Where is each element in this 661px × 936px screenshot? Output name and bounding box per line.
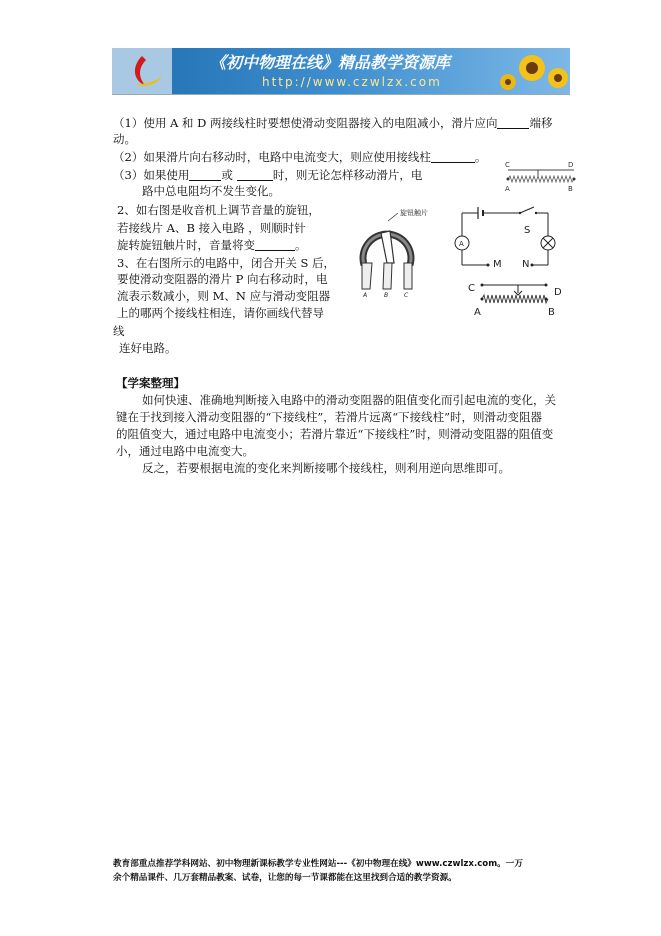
banner-title: 《初中物理在线》精品教学资源库 xyxy=(210,53,451,72)
svg-text:D: D xyxy=(554,287,562,298)
q3-line5: 线 xyxy=(113,324,125,338)
summary-p2: 反之，若要根据电流的变化来判断接哪个接线柱，则利用逆向思维即可。 xyxy=(142,461,510,475)
banner-graphic xyxy=(112,48,570,94)
svg-text:A: A xyxy=(459,240,464,248)
q1-line1: （1）使用 A 和 D 两接线柱时要想使滑动变阻器接入的电阻减小，滑片应向 端移 xyxy=(113,116,553,130)
q2-line1: 2、如右图是收音机上调节音量的旋钮， xyxy=(117,203,320,217)
q3-line2: 要使滑动变阻器的滑片 P 向右移动时，电 xyxy=(117,272,328,286)
q1-line1-cont: 动。 xyxy=(113,132,136,146)
q3-line1: 3、在右图所示的电路中，闭合开关 S 后， xyxy=(117,256,336,270)
switch-icon xyxy=(520,207,534,213)
q2-line3: 旋转旋钮触片时，音量将变 。 xyxy=(117,238,307,252)
answer-blank[interactable] xyxy=(431,150,475,163)
circuit-figure xyxy=(448,203,573,318)
summary-heading: 【学案整理】 xyxy=(116,376,185,390)
rheostat-figure-1 xyxy=(502,157,582,197)
summary-p1-line1: 如何快速、准确地判断接入电路中的滑动变阻器的阻值变化而引起电流的变化，关 xyxy=(142,393,556,407)
svg-text:D: D xyxy=(568,161,574,169)
q1-line3: （3）如果使用 或 时，则无论怎样移动滑片，电 xyxy=(113,168,423,182)
q1-line2: （2）如果滑片向右移动时，电路中电流变大，则应使用接线柱 。 xyxy=(113,150,487,164)
answer-blank[interactable] xyxy=(189,168,221,181)
site-banner xyxy=(112,48,570,94)
summary-p1-line2: 键在于找到接入滑动变阻器的“下接线柱”，若滑片远离“下接线柱”时，则滑动变阻器 xyxy=(116,410,543,424)
footer-line1: 教育部重点推荐学科网站、初中物理新课标教学专业性网站---《初中物理在线》www.czwlzx.com。一万 xyxy=(113,859,523,869)
svg-text:B: B xyxy=(548,307,555,318)
svg-text:C: C xyxy=(468,283,475,294)
answer-blank[interactable] xyxy=(237,168,273,181)
svg-text:B: B xyxy=(568,185,573,193)
answer-blank[interactable] xyxy=(497,116,529,129)
svg-text:S: S xyxy=(524,225,531,236)
resistor-coil xyxy=(482,295,548,303)
svg-text:C: C xyxy=(404,292,409,299)
q3-line4: 上的哪两个接线柱相连，请你画线代替导 xyxy=(117,306,324,320)
svg-text:M: M xyxy=(493,259,502,270)
summary-p1-line3: 的阻值变大，通过电路中电流变小；若滑片靠近“下接线柱”时，则滑动变阻器的阻值变 xyxy=(116,427,554,441)
svg-text:C: C xyxy=(505,161,510,169)
svg-text:A: A xyxy=(474,307,481,318)
svg-text:A: A xyxy=(505,185,510,193)
footer-line2: 余个精品课件、几万套精品教案、试卷，让您的每一节课都能在这里找到合适的教学资源。 xyxy=(113,873,457,883)
q1-line4: 路中总电阻均不发生变化。 xyxy=(142,184,280,198)
q2-line2: 若接线片 A、B 接入电路 ，则顺时针 xyxy=(117,221,306,235)
volume-knob-figure xyxy=(350,205,440,300)
svg-text:N: N xyxy=(522,259,530,270)
q3-line6: 连好电路。 xyxy=(119,341,177,355)
summary-p1-line4: 小，通过电路中电流变大。 xyxy=(116,444,254,458)
banner-rule xyxy=(112,94,570,95)
svg-text:A: A xyxy=(363,292,368,299)
answer-blank[interactable] xyxy=(255,238,295,251)
svg-text:B: B xyxy=(384,292,389,299)
banner-url: http://www.czwlzx.com xyxy=(262,75,442,89)
q3-line3: 流表示数减小，则 M、N 应与滑动变阻器 xyxy=(117,289,331,303)
knob-contact-label: 旋钮触片 xyxy=(400,209,428,217)
